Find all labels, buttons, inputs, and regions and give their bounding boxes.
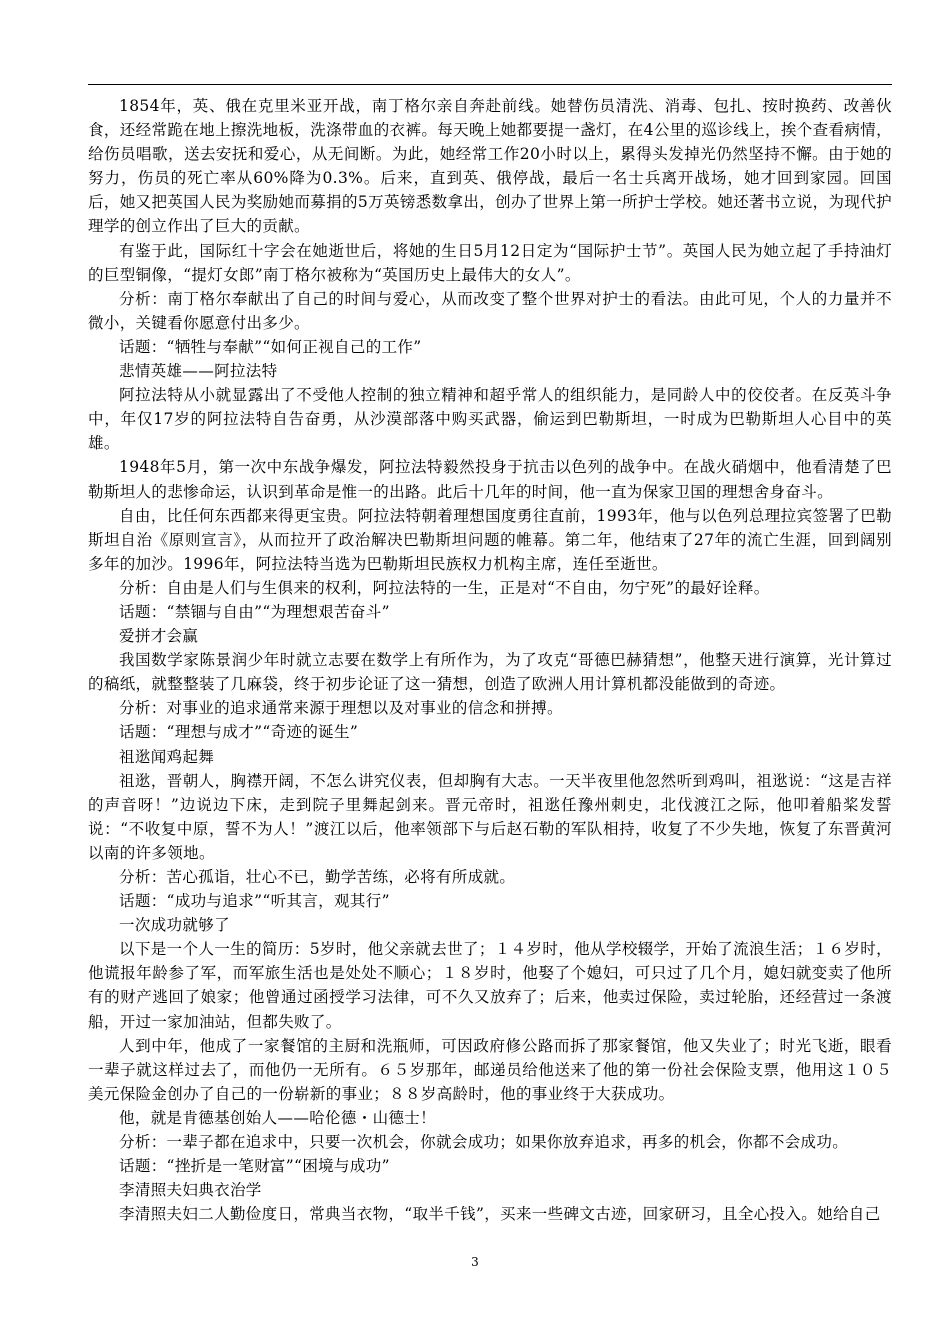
paragraph-li-qingzhao: 李清照夫妇二人勤俭度日，常典当衣物，“取半千钱”，买来一些碑文古迹，回家研习，且全心投入。她给自己 — [119, 1205, 881, 1224]
paragraph-sanders-middle-age: 人到中年，他成了一家餐馆的主厨和洗瓶师，可因政府修公路而拆了那家餐馆，他又失业了；时光飞逝，眼看一辈子就这样过去了，而他仍一无所有。６５岁那年，邮递员给他送来了他的第一份社会保险支票，他用这１０５美元保险金创办了自己的一份崭新的事业；８８岁高龄时，他的事业终于大获成功。 — [88, 1036, 892, 1103]
paragraph-sanders-early-life: 以下是一个人一生的简历：5岁时，他父亲就去世了；１４岁时，他从学校辍学，开始了流浪生活；１６岁时，他谎报年龄参了军，而军旅生活也是处处不顺心；１８岁时，他娶了个媳妇，可只过了几个月，媳妇就变卖了他所有的财产逃回了娘家；他曾通过函授学习法律，可不久又放弃了；后来，他卖过保险，卖过轮胎，还经营过一条渡船，开过一家加油站，但都失败了。 — [88, 940, 892, 1031]
paragraph-sanders-topics: 话题：“挫折是一笔财富”“困境与成功” — [119, 1157, 390, 1176]
heading-li-qingzhao: 李清照夫妇典衣治学 — [119, 1181, 262, 1200]
paragraph-arafat-analysis: 分析：自由是人们与生俱来的权利，阿拉法特的一生，正是对“不自由，勿宁死”的最好诠释。 — [119, 578, 770, 597]
paragraph-arafat-1948: 1948年5月，第一次中东战争爆发，阿拉法特毅然投身于抗击以色列的战争中。在战火硝烟中，他看清楚了巴勒斯坦人的悲惨命运，认识到革命是惟一的出路。此后十几年的时间，他一直为保家卫国的理想舍身奋斗。 — [88, 458, 892, 501]
paragraph-chen-jingrun-analysis: 分析：对事业的追求通常来源于理想以及对事业的信念和拼搏。 — [119, 699, 563, 718]
paragraph-zu-ti-analysis: 分析：苦心孤诣，壮心不已，勤学苦练，必将有所成就。 — [119, 868, 516, 886]
paragraph-sanders-analysis: 分析：一辈子都在追求中，只要一次机会，你就会成功；如果你放弃追求，再多的机会，你都不会成功。 — [119, 1133, 849, 1152]
heading-one-success: 一次成功就够了 — [119, 916, 230, 935]
paragraph-arafat-topics: 话题：“禁锢与自由”“为理想艰苦奋斗” — [119, 602, 390, 621]
paragraph-chen-jingrun-topics: 话题：“理想与成才”“奇迹的诞生” — [119, 723, 359, 742]
paragraph-zu-ti: 祖逖，晋朝人，胸襟开阔，不怎么讲究仪表，但却胸有大志。一天半夜里他忽然听到鸡叫，祖逖说：“这是吉祥的声音呀！”边说边下床，走到院子里舞起剑来。晋元帝时，祖逖任豫州刺史，北伐渡江之际，他叩着船桨发誓说：“不收复中原，誓不为人！”渡江以后，他率领部下与后赵石勒的军队相持，收复了不少失地，恢复了东晋黄河以南的许多领地。 — [88, 771, 892, 862]
page-number: 3 — [471, 1255, 479, 1269]
paragraph-arafat-freedom: 自由，比任何东西都来得更宝贵。阿拉法特朝着理想国度勇往直前，1993年，他与以色列总理拉宾签署了巴勒斯坦自治《原则宣言》，从而拉开了政治解决巴勒斯坦问题的帷幕。第二年，他结束了27年的流亡生涯，回到阔别多年的加沙。1996年，阿拉法特当选为巴勒斯坦民族权力机构主席，连任至逝世。 — [88, 506, 892, 573]
header-rule — [88, 84, 892, 85]
paragraph-nightingale-crimea: 1854年，英、俄在克里米亚开战，南丁格尔亲自奔赴前线。她替伤员清洗、消毒、包扎、按时换药、改善伙食，还经常跪在地上擦洗地板，洗涤带血的衣裤。每天晚上她都要提一盏灯，在4公里的巡诊线上，挨个查看病情，给伤员唱歌，送去安抚和爱心，从无间断。为此，她经常工作20小时以上，累得头发掉光仍然坚持不懈。由于她的努力，伤员的死亡率从60%降为0.3%。后来，直到英、俄停战，最后一名士兵离开战场，她才回到家园。回国后，她又把英国人民为奖励她而募捐的5万英镑悉数拿出，创办了世界上第一所护士学校。她还著书立说，为现代护理学的创立作出了巨大的贡献。 — [88, 97, 892, 236]
paragraph-zu-ti-topics: 话题：“成功与追求”“听其言，观其行” — [119, 892, 390, 911]
heading-zu-ti: 祖逖闻鸡起舞 — [119, 747, 215, 766]
paragraph-nightingale-honors: 有鉴于此，国际红十字会在她逝世后，将她的生日5月12日定为“国际护士节”。英国人民为她立起了手持油灯的巨型铜像，“提灯女郎”南丁格尔被称为“英国历史上最伟大的女人”。 — [88, 241, 892, 284]
paragraph-chen-jingrun: 我国数学家陈景润少年时就立志要在数学上有所作为，为了攻克“哥德巴赫猜想”，他整天进行演算，光计算过的稿纸，就整整装了几麻袋，终于初步论证了这一猜想，创造了欧洲人用计算机都没能做到的奇迹。 — [88, 651, 892, 694]
document-body — [88, 94, 892, 1226]
paragraph-arafat-youth: 阿拉法特从小就显露出了不受他人控制的独立精神和超乎常人的组织能力，是同龄人中的佼佼者。在反英斗争中，年仅17岁的阿拉法特自告奋勇，从沙漠部落中购买武器，偷运到巴勒斯坦，一时成为巴勒斯坦人心目中的英雄。 — [88, 386, 892, 453]
heading-arafat: 悲情英雄——阿拉法特 — [119, 362, 278, 381]
paragraph-nightingale-analysis: 分析：南丁格尔奉献出了自己的时间与爱心，从而改变了整个世界对护士的看法。由此可见，个人的力量并不微小，关键看你愿意付出多少。 — [88, 289, 892, 332]
paragraph-nightingale-topics: 话题：“牺牲与奉献”“如何正视自己的工作” — [119, 337, 422, 356]
heading-chen-jingrun: 爱拼才会赢 — [119, 627, 199, 646]
paragraph-sanders-identity: 他，就是肯德基创始人——哈伦德・山德士！ — [119, 1108, 437, 1127]
